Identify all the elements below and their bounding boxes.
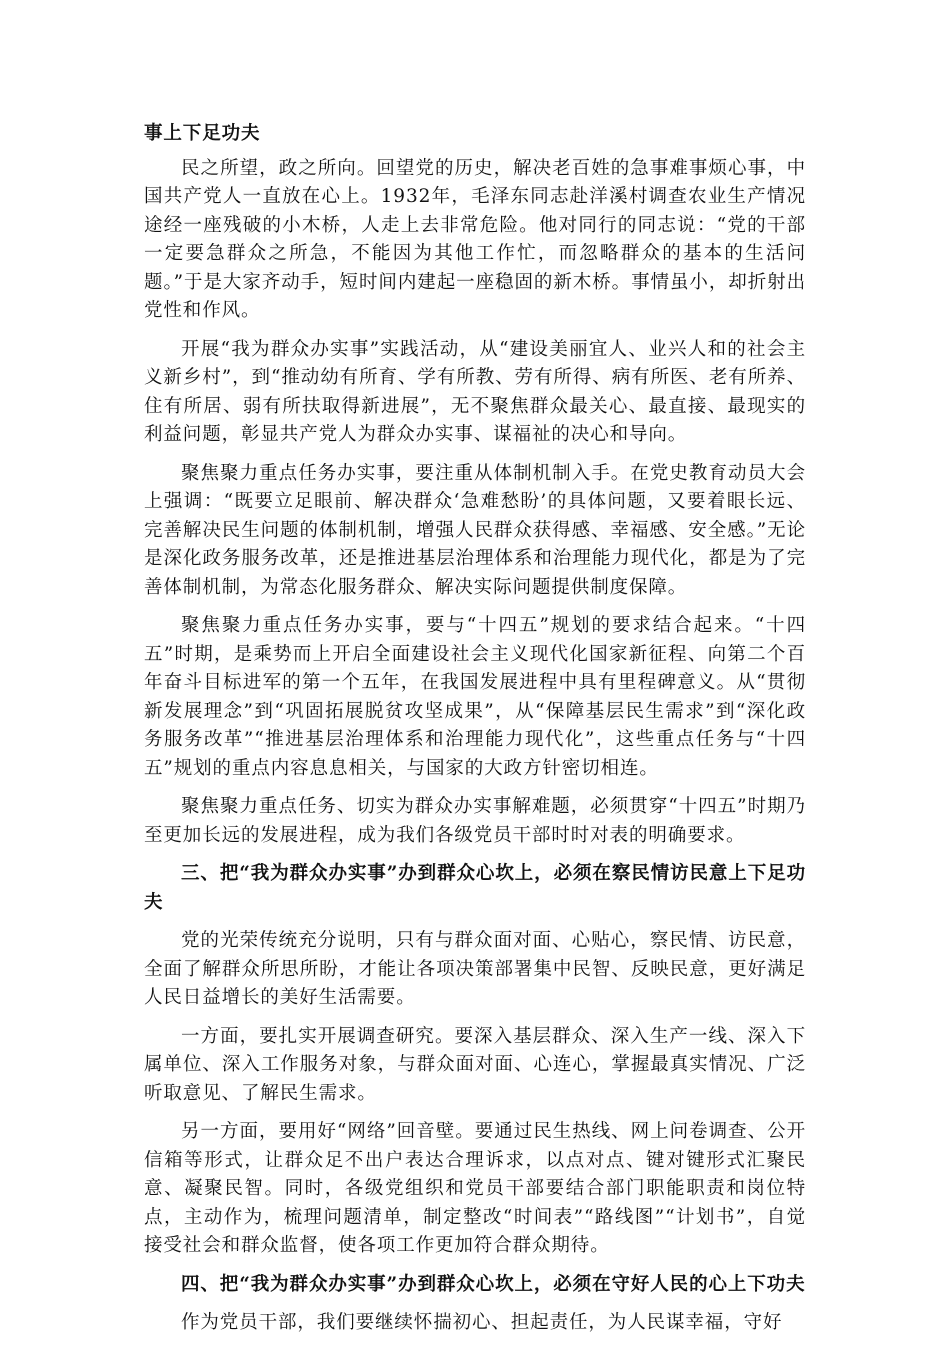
paragraph-investigation-research: 一方面，要扎实开展调查研究。要深入基层群众、深入生产一线、深入下属单位、深入工作服务对象，与群众面对面、心连心，掌握最真实情况、广泛听取意见、了解民生需求。 [144, 1025, 806, 1104]
paragraph-history-example: 民之所望，政之所向。回望党的历史，解决老百姓的急事难事烦心事，中国共产党人一直放在心上。1932年，毛泽东同志赴洋溪村调查农业生产情况途经一座残破的小木桥，人走上去非常危险。他对同行的同志说：“党的干部一定要急群众之所急，不能因为其他工作忙，而忽略群众的基本的生活问题。”于是大家齐动手，短时间内建起一座稳固的新木桥。事情虽小，却折射出党性和作风。 [144, 157, 806, 321]
paragraph-fourteenth-five-year-plan: 聚焦聚力重点任务办实事，要与“十四五”规划的要求结合起来。“十四五”时期，是乘势而上开启全面建设社会主义现代化国家新征程、向第二个百年奋斗目标进军的第一个五年，在我国发展进程中具有里程碑意义。从“贯彻新发展理念”到“巩固拓展脱贫攻坚成果”，从“保障基层民生需求”到“深化政务服务改革”“推进基层治理体系和治理能力现代化”，这些重点任务与“十四五”规划的重点内容息息相关，与国家的大政方针密切相连。 [144, 615, 806, 779]
paragraph-party-member-duty: 作为党员干部，我们要继续怀揣初心、担起责任，为人民谋幸福，守好 [181, 1312, 783, 1333]
paragraph-party-tradition: 党的光荣传统充分说明，只有与群众面对面、心贴心，察民情、访民意，全面了解群众所思所盼，才能让各项决策部署集中民智、反映民意，更好满足人民日益增长的美好生活需要。 [144, 930, 806, 1008]
paragraph-clear-requirement: 聚焦聚力重点任务、切实为群众办实事解难题，必须贯穿“十四五”时期乃至更加长远的发展进程，成为我们各级党员干部时时对表的明确要求。 [144, 796, 806, 846]
section-heading-continuation: 事上下足功夫 [144, 123, 261, 144]
paragraph-institutional-mechanism: 聚焦聚力重点任务办实事，要注重从体制机制入手。在党史教育动员大会上强调：“既要立足眼前、解决群众‘急难愁盼’的具体问题，又要着眼长远、完善解决民生问题的体制机制，增强人民群众获得感、幸福感、安全感。”无论是深化政务服务改革，还是推进基层治理体系和治理能力现代化，都是为了完善体制机制，为常态化服务群众、解决实际问题提供制度保障。 [144, 462, 806, 598]
section-heading-three: 三、把“我为群众办实事”办到群众心坎上，必须在察民情访民意上下足功夫 [144, 863, 806, 913]
section-heading-four: 四、把“我为群众办实事”办到群众心坎上，必须在守好人民的心上下功夫 [181, 1273, 806, 1295]
document-body [144, 120, 806, 1348]
paragraph-network-echo-wall: 另一方面，要用好“网络”回音壁。要通过民生热线、网上问卷调查、公开信箱等形式，让群众足不出户表达合理诉求，以点对点、键对键形式汇聚民意、凝聚民智。同时，各级党组织和党员干部要结合部门职能职责和岗位特点，主动作为，梳理问题清单，制定整改“时间表”“路线图”“计划书”，自觉接受社会和群众监督，使各项工作更加符合群众期待。 [144, 1121, 806, 1256]
paragraph-practice-activity: 开展“我为群众办实事”实践活动，从“建设美丽宜人、业兴人和的社会主义新乡村”，到“推动幼有所育、学有所教、劳有所得、病有所医、老有所养、住有所居、弱有所扶取得新进展”，无不聚焦群众最关心、最直接、最现实的利益问题，彰显共产党人为群众办实事、谋福祉的决心和导向。 [144, 338, 806, 445]
